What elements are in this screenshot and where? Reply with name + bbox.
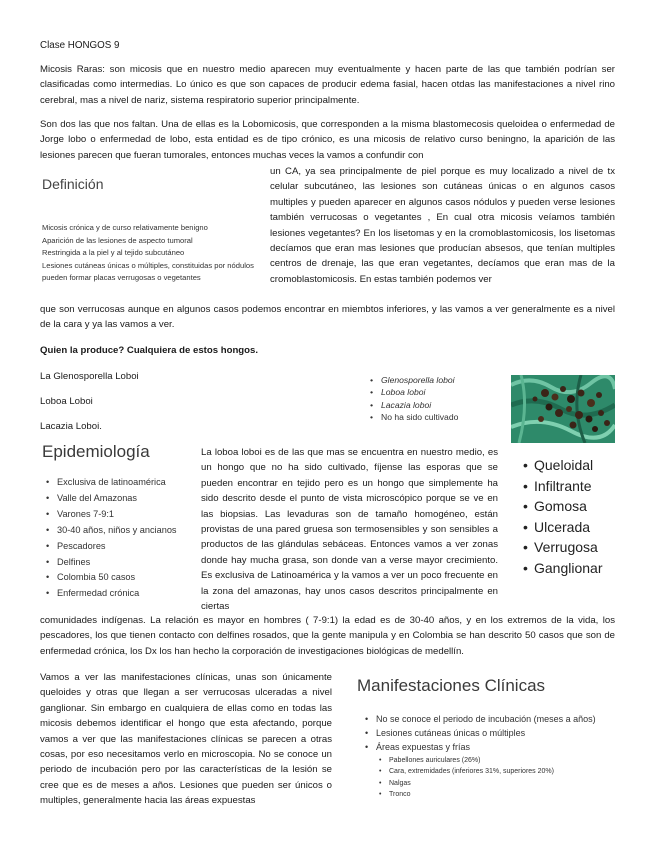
manifestaciones-paragraph: Vamos a ver las manifestaciones clínicas, unas son únicamente queloides y otras que llegan a ser verrucosas ulceradas a nivel ganglionar. Sin embargo en cualquiera de ellas como en todas las micosis debemos identificar el hongo que esta afectando, porque vamos a ver que las manifestaciones clínicas se parecen a otras cosas, por eso necesitamos verlo en microscopia. No se conoce un periodo de incubación pero por las características de la lesión se cree que es de meses a años. Lesiones que pueden ser únicos o multiples, generalmente hacia las áreas expuestas [40, 672, 332, 807]
lesion-type-item: • Infiltrante [523, 476, 603, 497]
manifestaciones-slide [355, 672, 617, 822]
definicion-line: Restringida a la piel y al tejido subcutáneo [42, 248, 185, 257]
fungi-slide-item: • Lacazia loboi [370, 399, 458, 411]
definicion-list [42, 222, 254, 285]
fungus-name: Loboa Loboi [40, 396, 93, 407]
definicion-line: Micosis crónica y de curso relativamente benigno [42, 223, 208, 232]
lesion-type-item: • Ganglionar [523, 558, 603, 579]
epidemiologia-item: • Valle del Amazonas [46, 491, 177, 507]
epidemiologia-item: • Varones 7-9:1 [46, 507, 177, 523]
manifestaciones-subitem: • Nalgas [379, 778, 596, 790]
definicion-slide [40, 170, 266, 290]
fungi-slide-item: • Glenosporella loboi [370, 374, 458, 386]
lobomicosis-paragraph-end: que son verrucosas aunque en algunos casos podemos encontrar en miembtos inferiores, y las vamos a ver generalmente es a nivel de la cara y ya las vamos a ver. [40, 304, 615, 331]
fungus-name: La Glenosporella Loboi [40, 371, 139, 382]
definicion-line: Lesiones cutáneas únicas o múltiples, constituidas por nódulos [42, 260, 254, 270]
microscopy-image [511, 375, 615, 443]
loboa-paragraph: La loboa loboi es de las que mas se encuentra en nuestro medio, es un hongo que no ha sido cultivado, fíjense las esporas que se pueden encontrar en tejido pero es un hongo que simplemente ha sido descrito desde el punto de vista microscópico porque se ve en las biopsias. Las levaduras son de tamaño homogéneo, están provistas de una pared gruesa son termosensibles y son sensibles a productos de las glándulas sebáceas. Entonces vamos a ver zonas donde hay mucha grasa, son donde van a verse mayor crecimiento. Es exclusiva de Latinoamérica y la vamos a ver un poco frecuente en la zona del amazonas, hay unos casos descritos principalmente en ciertas [201, 447, 498, 613]
manifestaciones-heading: Manifestaciones Clínicas [357, 676, 546, 695]
definicion-line: Aparición de las lesiones de aspecto tumoral [42, 235, 193, 245]
fungi-slide-item: • Loboa loboi [370, 386, 458, 398]
epidemiologia-list [46, 475, 177, 602]
lesion-type-item: • Gomosa [523, 496, 603, 517]
manifestaciones-subitem: • Pabellones auriculares (26%) [379, 755, 596, 767]
epidemiologia-item: • Pescadores [46, 539, 177, 555]
epidemiologia-item: • Enfermedad crónica [46, 586, 177, 602]
lesiones-list [523, 455, 603, 579]
lobomicosis-paragraph: Son dos las que nos faltan. Una de ellas es la Lobomicosis, que corresponden a la misma blastomecosis queloidea o enfermedad de Jorge lobo o enfermedad de lobo, esta entidad es de tipo crónico, es una micosis de relativo curso beningno, la aparición de las lesiones parecen que fueran tumorales, entonces muchas veces la vamos a confundir con [40, 119, 615, 161]
manifestaciones-subitem: • Cara, extremidades (inferiores 31%, superiores 20%) [379, 766, 596, 778]
manifestaciones-subitem: • Tronco [379, 789, 596, 801]
fungi-slide-list [370, 374, 458, 424]
lesion-type-item: • Queloidal [523, 455, 603, 476]
fungi-slide-item: • No ha sido cultivado [370, 411, 458, 423]
epidemiologia-item: • Exclusiva de latinoamérica [46, 475, 177, 491]
manifestaciones-list [365, 712, 596, 801]
page-title: Clase HONGOS 9 [40, 40, 120, 51]
epidemiologia-item: • 30-40 años, niños y ancianos [46, 523, 177, 539]
epidemiologia-heading: Epidemiología [42, 442, 150, 461]
epidemiologia-paragraph: comunidades indígenas. La relación es mayor en hombres ( 7-9:1) la edad es de 30-40 años, y en los extremos de la vida, los pescadores, los que tienen contacto con delfines rosados, que la gente manipula y en Colombia se han descrito 50 casos que son de enfermedad crónica, los Dx los han hecho la corporación de investigaciones biológicas de medellín. [40, 615, 615, 657]
manifestaciones-item: • Áreas expuestas y frías [365, 740, 596, 754]
epidemiologia-slide [40, 440, 200, 610]
fungus-name: Lacazia Loboi. [40, 421, 102, 432]
lobomicosis-paragraph-right: un CA, ya sea principalmente de piel porque es muy localizado a nivel de tx celular subcutáneo, las lesiones son cutáneas únicas o en algunos casos multiples y pueden aparecer en algunos casos nódulos y pueden verse lesiones también verrucosas o vegetantes , En cual otra micosis veíamos también lesiones vegetantes? En los lisetomas y en la cromoblastomicosis, los lisetomas decíamos que eran mas lesiones que producían absesos, que tenían multiples centros de drenaje, las que eran vegetantes, decíamos que eran mas de la cromoblastomicosis. En estas también podemos ver [270, 166, 615, 285]
intro-paragraph: Micosis Raras: son micosis que en nuestro medio aparecen muy eventualmente y hacen parte de las que también podrían ser clasificadas como intermedias. Lo único es que son capaces de producir edema fasial, hacen otdas las manifestaciones a nivel rino cerebral, mas a nivel de nariz, sistema respiratorio superior principalmente. [40, 64, 615, 106]
manifestaciones-item: • Lesiones cutáneas únicas o múltiples [365, 726, 596, 740]
definicion-heading: Definición [42, 176, 104, 192]
question-heading: Quien la produce? Cualquiera de estos hongos. [40, 345, 259, 356]
lesion-type-item: • Verrugosa [523, 537, 603, 558]
lesion-type-item: • Ulcerada [523, 517, 603, 538]
definicion-line: pueden formar placas verrugosas o vegetantes [42, 273, 201, 282]
epidemiologia-item: • Delfines [46, 555, 177, 571]
epidemiologia-item: • Colombia 50 casos [46, 570, 177, 586]
manifestaciones-item: • No se conoce el periodo de incubación (meses a años) [365, 712, 596, 726]
